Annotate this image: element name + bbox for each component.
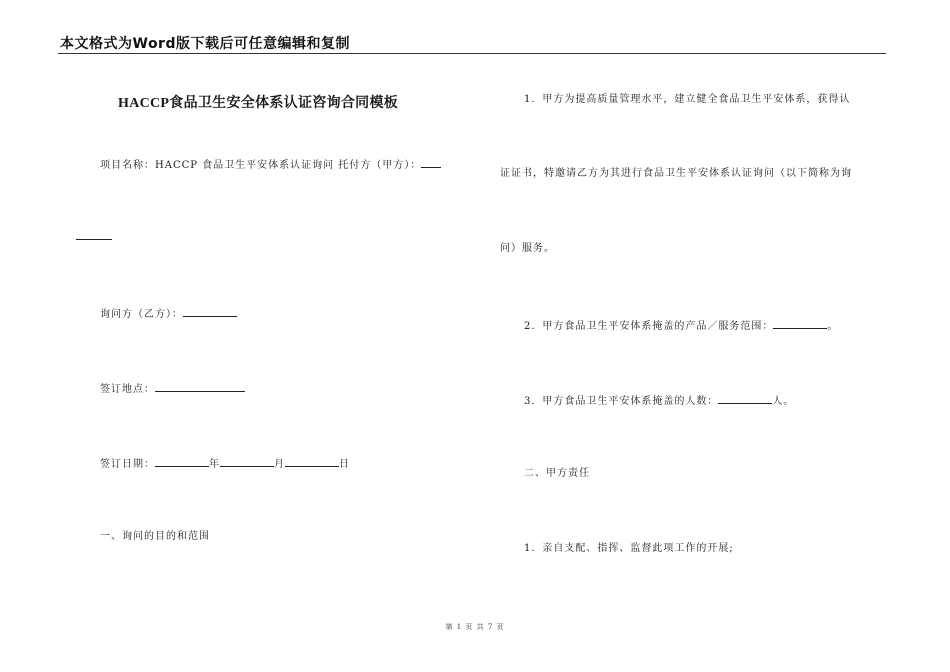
project-line-text: 项目名称：HACCP 食品卫生平安体系认证询问 托付方（甲方）： <box>100 160 422 171</box>
item-3-line <box>524 392 794 409</box>
party-b-line <box>100 305 237 322</box>
item-2-text: 2．甲方食品卫生平安体系掩盖的产品／服务范围： <box>524 321 774 332</box>
month-blank <box>220 455 274 467</box>
duty-1-line: 1．亲自支配、指挥、监督此项工作的开展; <box>524 543 734 554</box>
page-number: 第 1 页 共 7 页 <box>445 623 505 631</box>
party-a-blank-continued <box>76 228 112 245</box>
item-3-text: 3．甲方食品卫生平安体系掩盖的人数： <box>524 396 719 407</box>
party-b-label: 询问方（乙方）： <box>100 309 183 320</box>
item-1-line-3: 问）服务。 <box>500 243 555 254</box>
sign-place-label: 签订地点： <box>100 384 155 395</box>
item-1-line-1: 1．甲方为提高质量管理水平，建立健全食品卫生平安体系，获得认 <box>524 94 851 105</box>
item-2-suffix: 。 <box>827 321 839 332</box>
day-blank <box>285 455 339 467</box>
header-title: 本文格式为Word版下载后可任意编辑和复制 <box>60 36 350 52</box>
project-line <box>100 156 441 173</box>
section-1-heading: 一、询问的目的和范围 <box>100 531 210 542</box>
party-a-blank-line2 <box>76 228 112 240</box>
sign-date-line <box>100 455 350 472</box>
sign-date-label: 签订日期： <box>100 459 155 470</box>
sign-place-line <box>100 380 245 397</box>
day-label: 日 <box>339 459 350 470</box>
header-divider <box>58 53 886 54</box>
item-2-line <box>524 317 838 334</box>
year-blank <box>155 455 209 467</box>
document-title: HACCP食品卫生安全体系认证咨询合同模板 <box>118 96 399 111</box>
party-a-blank <box>421 156 441 168</box>
month-label: 月 <box>274 459 285 470</box>
item-3-suffix: 人。 <box>772 396 795 407</box>
item-2-blank <box>773 317 827 329</box>
year-label: 年 <box>209 459 220 470</box>
item-1-line-2: 证证书，特邀请乙方为其进行食品卫生平安体系认证询问（以下简称为询 <box>500 168 852 179</box>
sign-place-blank <box>155 380 245 392</box>
party-b-blank <box>183 305 237 317</box>
section-2-heading: 二、甲方责任 <box>524 468 590 479</box>
item-3-blank <box>718 392 772 404</box>
